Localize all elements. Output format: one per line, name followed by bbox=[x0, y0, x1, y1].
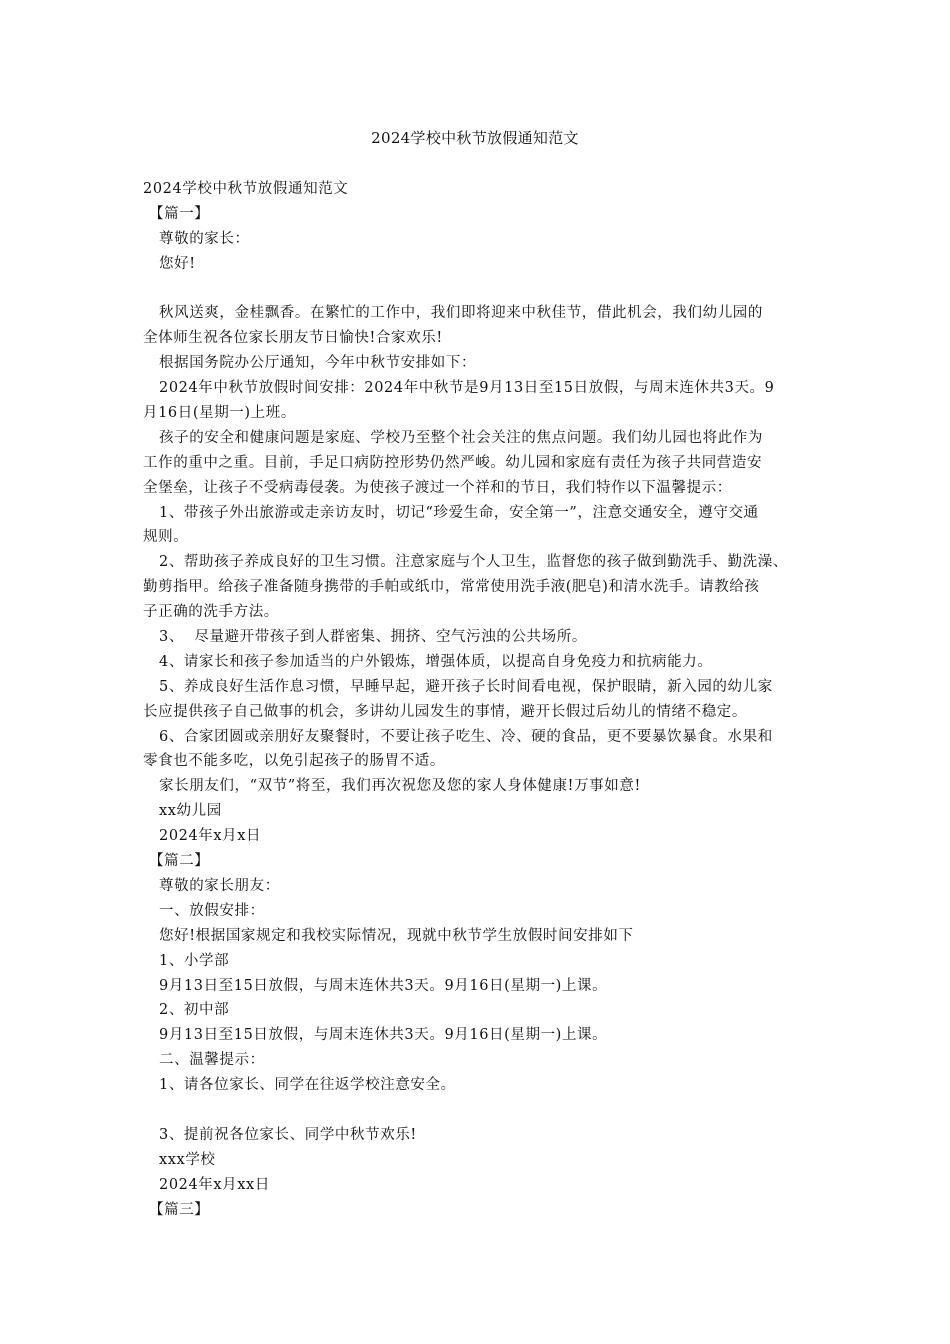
list-item: 2、初中部 bbox=[159, 1002, 230, 1019]
blank-line bbox=[143, 277, 823, 302]
section-heading-1: 【篇一】 bbox=[149, 205, 210, 222]
list-item: 3、 尽量避开带孩子到人群密集、拥挤、空气污浊的公共场所。 bbox=[159, 629, 587, 646]
list-item-continued: 规则。 bbox=[143, 529, 189, 546]
salutation: 尊敬的家长朋友： bbox=[159, 877, 280, 894]
list-item: 5、养成良好生活作息习惯，早睡早起，避开孩子长时间看电视，保护眼睛，新入园的幼儿家 bbox=[159, 678, 773, 695]
list-item: 1、请各位家长、同学在往返学校注意安全。 bbox=[159, 1077, 456, 1094]
document-title: 2024学校中秋节放假通知范文 bbox=[371, 129, 579, 147]
paragraph-line: 工作的重中之重。目前，手足口病防控形势仍然严峻。幼儿园和家庭有责任为孩子共同营造安 bbox=[143, 454, 763, 471]
section-heading-3: 【篇三】 bbox=[149, 1201, 210, 1218]
document-body bbox=[143, 177, 823, 1222]
salutation: 尊敬的家长： bbox=[159, 230, 250, 247]
list-item: 1、小学部 bbox=[159, 952, 230, 969]
blank-line bbox=[143, 1098, 823, 1123]
paragraph-line: 9月13日至15日放假，与周末连休共3天。9月16日(星期一)上课。 bbox=[159, 977, 608, 994]
list-item-continued: 子正确的洗手方法。 bbox=[143, 604, 279, 621]
greeting: 您好! bbox=[159, 255, 196, 272]
subheading: 一、放假安排： bbox=[159, 902, 265, 919]
list-item: 3、提前祝各位家长、同学中秋节欢乐! bbox=[159, 1126, 417, 1143]
signature-org: xx幼儿园 bbox=[159, 803, 222, 820]
list-item: 4、请家长和孩子参加适当的户外锻炼，增强体质，以提高自身免疫力和抗病能力。 bbox=[159, 653, 713, 670]
paragraph-line: 全体师生祝各位家长朋友节日愉快!合家欢乐! bbox=[143, 330, 443, 347]
closing-wish: 家长朋友们，“双节”将至，我们再次祝您及您的家人身体健康!万事如意! bbox=[159, 778, 641, 795]
signature-date: 2024年x月xx日 bbox=[159, 1176, 270, 1193]
subheading: 二、温馨提示： bbox=[159, 1052, 265, 1069]
paragraph-line: 孩子的安全和健康问题是家庭、学校乃至整个社会关注的焦点问题。我们幼儿园也将此作为 bbox=[159, 429, 763, 446]
list-item: 6、合家团圆或亲朋好友聚餐时，不要让孩子吃生、冷、硬的食品，更不要暴饮暴食。水果和 bbox=[159, 728, 773, 745]
section-heading-2: 【篇二】 bbox=[149, 853, 210, 870]
list-item-continued: 勤剪指甲。给孩子准备随身携带的手帕或纸巾，常常使用洗手液(肥皂)和清水洗手。请教给孩 bbox=[143, 579, 760, 596]
list-item-continued: 零食也不能多吃，以免引起孩子的肠胃不适。 bbox=[143, 753, 445, 770]
paragraph-line: 月16日(星期一)上班。 bbox=[143, 405, 296, 422]
signature-date: 2024年x月x日 bbox=[159, 828, 262, 845]
paragraph-line: 根据国务院办公厅通知，今年中秋节安排如下： bbox=[159, 355, 477, 372]
list-item-continued: 长应提供孩子自己做事的机会，多讲幼儿园发生的事情，避开长假过后幼儿的情绪不稳定。 bbox=[143, 703, 747, 720]
paragraph-line: 您好!根据国家规定和我校实际情况，现就中秋节学生放假时间安排如下 bbox=[159, 927, 634, 944]
paragraph-line: 2024年中秋节放假时间安排：2024年中秋节是9月13日至15日放假，与周末连休共3天。9 bbox=[159, 380, 775, 397]
list-item: 1、带孩子外出旅游或走亲访友时，切记“珍爱生命，安全第一”，注意交通安全，遵守交通 bbox=[159, 504, 759, 521]
paragraph-line: 9月13日至15日放假，与周末连休共3天。9月16日(星期一)上课。 bbox=[159, 1027, 608, 1044]
paragraph-line: 全堡垒，让孩子不受病毒侵袭。为使孩子渡过一个祥和的节日，我们特作以下温馨提示： bbox=[143, 479, 732, 496]
signature-org: xxx学校 bbox=[159, 1151, 216, 1168]
list-item: 2、帮助孩子养成良好的卫生习惯。注意家庭与个人卫生，监督您的孩子做到勤洗手、勤洗澡、 bbox=[159, 554, 788, 571]
paragraph-line: 秋风送爽，金桂飘香。在繁忙的工作中，我们即将迎来中秋佳节，借此机会，我们幼儿园的 bbox=[159, 305, 763, 322]
body-heading: 2024学校中秋节放假通知范文 bbox=[143, 181, 349, 197]
